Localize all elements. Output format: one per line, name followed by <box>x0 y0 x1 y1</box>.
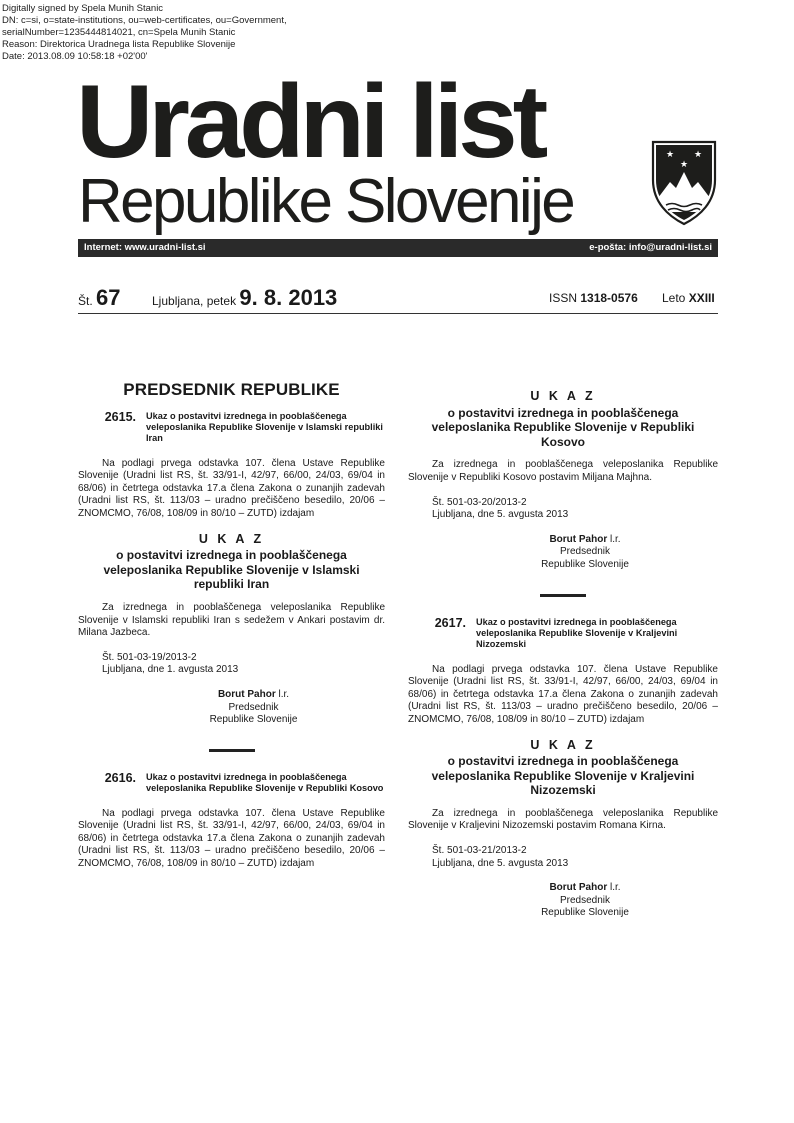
reference-date: Ljubljana, dne 1. avgusta 2013 <box>102 664 239 676</box>
issue-date: Ljubljana, petek 9. 8. 2013 <box>152 285 338 310</box>
signature <box>408 882 718 920</box>
act-title: Ukaz o postavitvi izrednega in pooblaščenega veleposlanika Republike Slovenije v Kraljevini Nizozemski <box>476 616 678 649</box>
coat-of-arms-icon <box>650 136 718 226</box>
website-link[interactable]: Internet: www.uradni-list.si <box>84 242 206 253</box>
act-heading <box>78 411 385 444</box>
signature-line: Reason: Direktorica Uradnega lista Republike Slovenije <box>2 39 236 50</box>
act-reference <box>408 497 718 522</box>
signer-organization: Republike Slovenije <box>541 558 629 570</box>
left-column <box>78 380 385 883</box>
right-column <box>408 386 718 942</box>
signer-role: Predsednik <box>559 894 611 906</box>
signature <box>78 689 385 727</box>
signature-line: serialNumber=1235444814021, cn=Spela Munih Stanic <box>2 27 236 38</box>
signer-suffix: l.r. <box>607 533 621 545</box>
act-heading <box>408 617 718 650</box>
signature-line: Date: 2013.08.09 10:58:18 +02'00' <box>2 51 148 62</box>
act-preamble: Na podlagi prvega odstavka 107. člena Ustave Republike Slovenije (Uradni list RS, št. 33/91-I, 42/97, 66/00, 24/03, 69/04 in 68/06) in četrtega odstavka 17.a člena Zakona o zunanjih zadevah (Uradni list RS, št. 113/03 – uradno prečiščeno besedilo, 20/06 – ZNOMCMO, 76/08, 108/09 in 80/10 – ZUTD) izdajam <box>78 807 385 870</box>
act-title: Ukaz o postavitvi izrednega in pooblaščenega veleposlanika Republike Slovenije v Islamski republiki Iran <box>146 410 383 443</box>
decree-heading: U K A Z <box>530 737 596 752</box>
signer-organization: Republike Slovenije <box>209 714 298 726</box>
reference-date: Ljubljana, dne 5. avgusta 2013 <box>432 857 569 869</box>
decree-heading: U K A Z <box>530 389 596 403</box>
decree-subtitle: o postavitvi izrednega in pooblaščenega veleposlanika Republike Slovenije v Islamski republiki Iran <box>103 548 360 592</box>
act-preamble: Na podlagi prvega odstavka 107. člena Ustave Republike Slovenije (Uradni list RS, št. 33/91-I, 42/97, 66/00, 24/03, 69/04 in 68/06) in četrtega odstavka 17.a člena Zakona o zunanjih zadevah (Uradni list RS, št. 113/03 – uradno prečiščeno besedilo, 20/06 – ZNOMCMO, 76/08, 108/09 in 80/10 – ZUTD) izdajam <box>78 457 385 519</box>
signer-name: Borut Pahor <box>549 882 608 894</box>
digital-signature-block <box>2 3 287 63</box>
decree-heading: U K A Z <box>198 531 265 546</box>
email-link[interactable]: e-pošta: info@uradni-list.si <box>589 242 712 253</box>
decree-body: Za izrednega in pooblaščenega veleposlanika Republike Slovenije v Islamski republiki Iran s sedežem v Ankari postavim dr. Milana Jazbeca. <box>78 601 385 639</box>
reference-date: Ljubljana, dne 5. avgusta 2013 <box>432 509 569 521</box>
decree-subtitle: o postavitvi izrednega in pooblaščenega veleposlanika Republike Slovenije v Kraljevini Nizozemski <box>431 754 695 798</box>
svg-text:★: ★ <box>665 150 675 160</box>
signer-name: Borut Pahor <box>549 533 608 545</box>
masthead-subtitle: Republike Slovenije <box>78 167 574 236</box>
signer-role: Predsednik <box>559 546 611 558</box>
act-title: Ukaz o postavitvi izrednega in pooblaščenega veleposlanika Republike Slovenije v Republiki Kosovo <box>146 771 384 793</box>
volume-year: Leto XXIII <box>662 291 715 305</box>
act-reference <box>78 652 385 677</box>
signer-name: Borut Pahor <box>217 688 276 700</box>
act-heading <box>78 772 385 794</box>
section-divider <box>540 594 586 597</box>
decree-body: Za izrednega in pooblaščenega veleposlanika Republike Slovenije v Kraljevini Nizozemski postavim Romana Kirna. <box>408 807 718 832</box>
reference-number: Št. 501-03-21/2013-2 <box>432 845 527 857</box>
act-preamble: Na podlagi prvega odstavka 107. člena Ustave Republike Slovenije (Uradni list RS, št. 33/91-I, 42/97, 66/00, 24/03, 69/04 in 68/06) in četrtega odstavka 17.a člena Zakona o zunanjih zadevah (Uradni list RS, št. 113/03 – uradno prečiščeno besedilo, 20/06 – ZNOMCMO, 76/08, 108/09 in 80/10 – ZUTD) izdajam <box>408 663 718 725</box>
header-rule <box>78 313 718 314</box>
decree-subtitle: o postavitvi izrednega in pooblaščenega veleposlanika Republike Slovenije v Republiki Kosovo <box>431 405 695 449</box>
signature-line: DN: c=si, o=state-institutions, ou=web-certificates, ou=Government, <box>2 15 287 26</box>
masthead-contact-bar <box>78 239 718 257</box>
issn: ISSN 1318-0576 <box>549 291 638 305</box>
masthead-title: Uradni list <box>76 64 544 180</box>
svg-text:★: ★ <box>693 150 703 160</box>
signer-role: Predsednik <box>228 701 279 713</box>
svg-text:★: ★ <box>679 160 689 170</box>
reference-number: Št. 501-03-20/2013-2 <box>432 496 527 508</box>
decree-body: Za izrednega in pooblaščenega veleposlanika Republike Slovenije v Republiki Kosovo postavim Miljana Majhna. <box>408 459 718 483</box>
reference-number: Št. 501-03-19/2013-2 <box>102 651 197 663</box>
signer-suffix: l.r. <box>607 882 621 894</box>
signature <box>408 534 718 572</box>
signer-organization: Republike Slovenije <box>541 907 629 919</box>
issue-number: Št. 67 <box>78 285 121 310</box>
act-number: 2617. <box>434 615 466 630</box>
signer-suffix: l.r. <box>275 688 290 700</box>
signature-line: Digitally signed by Spela Munih Stanic <box>2 3 164 14</box>
act-number: 2615. <box>104 409 136 424</box>
section-divider <box>209 749 255 752</box>
act-reference <box>408 845 718 870</box>
act-number: 2616. <box>104 770 136 785</box>
section-title: PREDSEDNIK REPUBLIKE <box>123 380 340 399</box>
